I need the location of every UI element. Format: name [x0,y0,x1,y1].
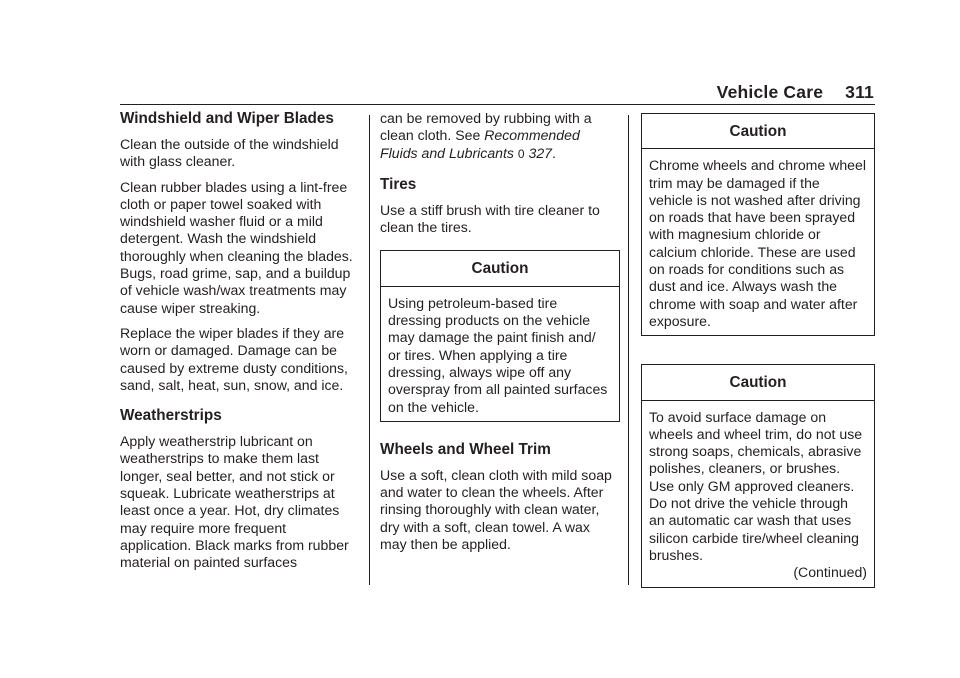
section-title: Vehicle Care [716,82,824,102]
column-2 [380,110,620,561]
caution-box [641,364,875,587]
heading-weatherstrips: Weatherstrips [120,407,222,425]
continued-label: (Continued) [793,564,867,581]
caution-text: To avoid surface damage on wheels and wheel trim, do not use strong soaps, chemicals, abrasive polishes, cleaners, or brushes. Use only GM approved cleaners. Do not drive the vehicle through an automatic car wash that uses silicon carbide tire/wheel cleaning brushes. [649,408,863,563]
page-reference-icon: 0 [517,146,525,161]
heading-wheels: Wheels and Wheel Trim [380,440,551,458]
caution-title: Caution [381,251,619,286]
paragraph: Use a soft, clean cloth with mild soap and water to clean the wheels. After rinsing thoroughly with clean water, dry with a soft, clean towel. A wax may then be applied. [380,466,612,553]
caution-text: Chrome wheels and chrome wheel trim may be damaged if the vehicle is not washed after driving on roads that have been sprayed with magnesium chloride or calcium chloride. These are used on roads for conditions such as dust and ice. Always wash the chrome with soap and water after exposure. [649,157,866,329]
paragraph: Clean the outside of the windshield with glass cleaner. [120,136,339,170]
caution-text: Using petroleum-based tire dressing products on the vehicle may damage the paint finish and/ or tires. When applying a tire dressing, always wipe off any overspray from all painted surfaces on the vehicle. [388,294,608,415]
header-rule [120,104,875,105]
caution-box [380,250,620,421]
caution-box [641,113,875,336]
paragraph: Use a stiff brush with tire cleaner to clean the tires. [380,201,600,236]
column-divider [628,115,629,585]
continued-text: can be removed by rubbing with a clean cloth. See [380,110,592,144]
column-divider [369,115,370,585]
cross-reference-link[interactable]: Recommended Fluids and Lubricants [380,127,580,161]
page-header [717,82,874,103]
column-1 [120,110,360,580]
paragraph: Replace the wiper blades if they are worn or damaged. Damage can be caused by extreme dusty conditions, sand, salt, heat, sun, snow, and ice. [120,324,348,393]
heading-windshield: Windshield and Wiper Blades [120,110,334,127]
paragraph: Apply weatherstrip lubricant on weatherstrips to make them last longer, seal better, and not stick or squeak. Lubricate weatherstrips at least once a year. Hot, dry climates may require more frequent application. Black marks from rubber material on painted surfaces [120,433,349,571]
page-number: 311 [845,82,874,102]
paragraph: Clean rubber blades using a lint-free cloth or paper towel soaked with windshield washer fluid or a mild detergent. Wash the windshield thoroughly when cleaning the blades. Bugs, road grime, sap, and a buildup of vehicle wash/wax treatments may cause wiper streaking. [120,178,353,316]
reference-page[interactable]: 327 [528,144,553,161]
heading-tires: Tires [380,175,417,193]
column-3 [641,113,875,588]
caution-title: Caution [642,365,874,400]
caution-title: Caution [642,114,874,149]
paragraph-continued: can be removed by rubbing with a clean cloth. See Recommended Fluids and Lubricants 0 327. [380,110,592,161]
